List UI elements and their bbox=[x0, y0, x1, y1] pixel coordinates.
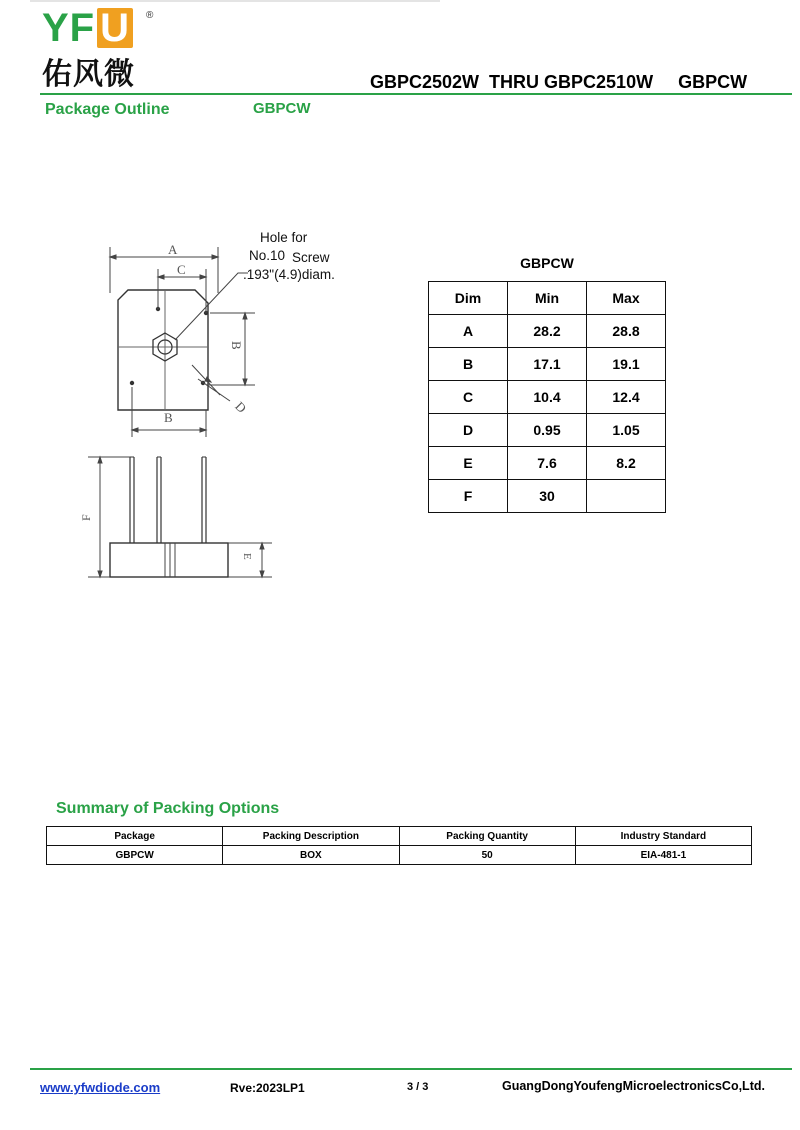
side-view-body bbox=[110, 543, 228, 577]
table-cell: E bbox=[429, 447, 508, 480]
page-number: 3 / 3 bbox=[407, 1081, 429, 1093]
dim-label-b-right: B bbox=[229, 341, 244, 350]
table-cell: C bbox=[429, 381, 508, 414]
table-row bbox=[429, 447, 666, 480]
packing-options-table bbox=[46, 826, 752, 865]
dim-label-f: F bbox=[79, 514, 93, 521]
logo-mark: YF U bbox=[42, 8, 133, 48]
table-cell: 28.8 bbox=[587, 315, 666, 348]
hole-note-line3: .193"(4.9)diam. bbox=[243, 267, 335, 282]
table-header-cell: Packing Quantity bbox=[399, 827, 575, 846]
table-cell: BOX bbox=[223, 846, 399, 865]
table-row bbox=[429, 414, 666, 447]
table-cell: D bbox=[429, 414, 508, 447]
table-cell: 30 bbox=[508, 480, 587, 513]
table-row bbox=[429, 381, 666, 414]
table-header-cell: Dim bbox=[429, 282, 508, 315]
table-cell: 50 bbox=[399, 846, 575, 865]
dimension-table bbox=[428, 281, 666, 513]
table-header-row bbox=[429, 282, 666, 315]
table-row bbox=[429, 480, 666, 513]
table-row bbox=[47, 846, 752, 865]
table-cell: 1.05 bbox=[587, 414, 666, 447]
table-cell: EIA-481-1 bbox=[575, 846, 751, 865]
document-title: GBPC2502W THRU GBPC2510W GBPCW bbox=[370, 72, 748, 92]
table-cell bbox=[587, 480, 666, 513]
table-row bbox=[429, 348, 666, 381]
table-header-cell: Min bbox=[508, 282, 587, 315]
top-rule bbox=[30, 0, 440, 2]
table-header-cell: Packing Description bbox=[223, 827, 399, 846]
footer-divider bbox=[30, 1068, 792, 1070]
table-cell: 8.2 bbox=[587, 447, 666, 480]
table-row bbox=[429, 315, 666, 348]
revision-label: Rve:2023LP1 bbox=[230, 1081, 305, 1095]
website-link[interactable]: www.yfwdiode.com bbox=[40, 1080, 161, 1095]
logo-chinese-name: 佑风微 bbox=[42, 57, 135, 92]
table-cell: GBPCW bbox=[47, 846, 223, 865]
table-cell: 19.1 bbox=[587, 348, 666, 381]
dim-label-b-bottom: B bbox=[164, 410, 173, 425]
dim-label-c: C bbox=[177, 262, 186, 277]
package-outline-name: GBPCW bbox=[253, 100, 311, 117]
table-cell: 12.4 bbox=[587, 381, 666, 414]
table-cell: 17.1 bbox=[508, 348, 587, 381]
table-cell: B bbox=[429, 348, 508, 381]
header-divider bbox=[40, 93, 792, 95]
table-header-cell: Package bbox=[47, 827, 223, 846]
dim-label-d: D bbox=[232, 398, 250, 416]
table-cell: 28.2 bbox=[508, 315, 587, 348]
package-outline-heading: Package Outline bbox=[45, 101, 170, 118]
company-name: GuangDongYoufengMicroelectronicsCo,Ltd. bbox=[502, 1079, 765, 1093]
dim-label-a: A bbox=[168, 242, 178, 257]
package-outline-drawing bbox=[70, 225, 370, 585]
table-header-cell: Industry Standard bbox=[575, 827, 751, 846]
hole-note-line2: No.10 bbox=[249, 248, 286, 263]
registered-mark: ® bbox=[146, 10, 154, 21]
hole-note-screw: Screw bbox=[292, 250, 330, 265]
table-cell: F bbox=[429, 480, 508, 513]
company-logo bbox=[42, 8, 154, 94]
table-cell: A bbox=[429, 315, 508, 348]
table-cell: 7.6 bbox=[508, 447, 587, 480]
packing-options-heading: Summary of Packing Options bbox=[56, 800, 280, 817]
table-cell: 0.95 bbox=[508, 414, 587, 447]
table-header-row bbox=[47, 827, 752, 846]
dim-label-e: E bbox=[241, 553, 253, 560]
hole-note-line1: Hole for bbox=[260, 230, 308, 245]
dimension-table-title: GBPCW bbox=[520, 255, 574, 271]
table-header-cell: Max bbox=[587, 282, 666, 315]
table-cell: 10.4 bbox=[508, 381, 587, 414]
